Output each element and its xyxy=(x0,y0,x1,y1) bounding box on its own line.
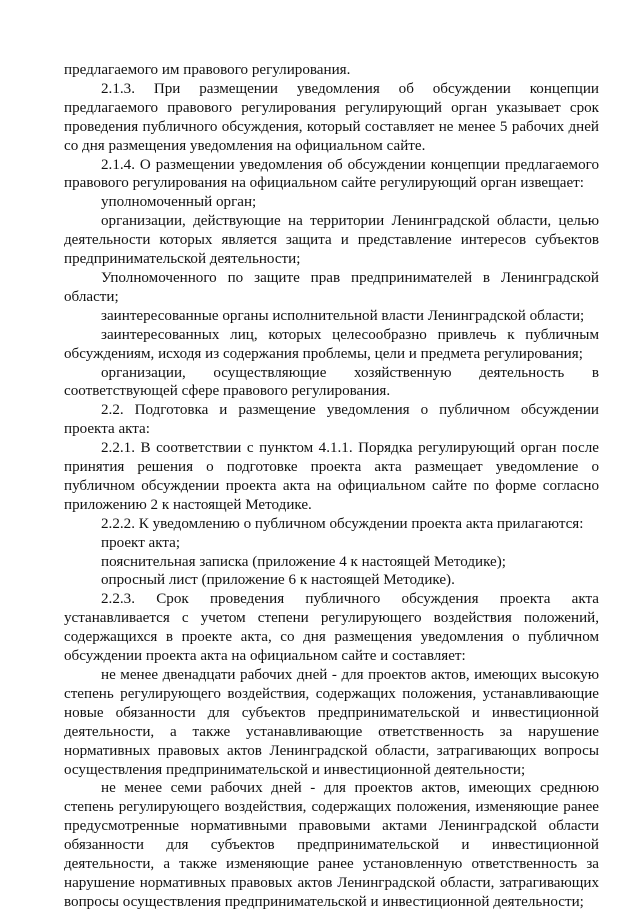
paragraph-2-1-4: 2.1.4. О размещении уведомления об обсуждении концепции предлагаемого правового регулирования на официальном сайте регулирующий орган извещает: xyxy=(64,156,599,192)
paragraph-2-1-3: 2.1.3. При размещении уведомления об обсуждении концепции предлагаемого правового регулирования регулирующий орган указывает срок проведения публичного обсуждения, который составляет не менее 5 рабочих дней со дня размещения уведомления на официальном сайте. xyxy=(64,80,599,154)
paragraph-continuation: предлагаемого им правового регулирования. xyxy=(64,62,351,78)
paragraph-2-2-1: 2.2.1. В соответствии с пунктом 4.1.1. Порядка регулирующий орган после принятия решения о подготовке проекта акта размещает уведомление о публичном обсуждении проекта акта на официальном сайте по форме согласно приложению 2 к настоящей Методике. xyxy=(64,440,599,513)
list-item-ombudsman: Уполномоченного по защите прав предпринимателей в Ленинградской области; xyxy=(64,269,599,305)
list-item-business-organizations: организации, осуществляющие хозяйственную деятельность в соответствующей сфере правового регулирования. xyxy=(64,364,599,400)
list-item-authorized-body: уполномоченный орган; xyxy=(101,194,257,211)
list-item-seven-days: не менее семи рабочих дней - для проектов актов, имеющих среднюю степень регулирующего воздействия, содержащих положения, изменяющие ранее предусмотренные нормативными правовыми актами Ленинградской области обязанности для субъектов предпринимательской и инвестиционной деятельности, а также изменяющие ранее установленную ответственность за нарушение нормативных правовых актов Ленинградской области, затрагивающих вопросы осуществления предпринимательской и инвестиционной деятельности; xyxy=(64,780,599,910)
list-item-questionnaire: опросный лист (приложение 6 к настоящей Методике). xyxy=(101,572,455,589)
list-item-explanatory-note: пояснительная записка (приложение 4 к настоящей Методике); xyxy=(101,553,506,570)
list-item-draft-act: проект акта; xyxy=(101,534,181,551)
list-item-organizations: организации, действующие на территории Ленинградской области, целью деятельности которых является защита и представление интересов субъектов предпринимательской деятельности; xyxy=(64,213,599,268)
paragraph-2-2-3: 2.2.3. Срок проведения публичного обсуждения проекта акта устанавливается с учетом степени регулирующего воздействия положений, содержащихся в проекте акта, со дня размещения уведомления о публичном обсуждении проекта акта на официальном сайте и составляет: xyxy=(64,591,599,665)
list-item-interested-persons: заинтересованных лиц, которых целесообразно привлечь к публичным обсуждениям, исходя из содержания проблемы, цели и предмета регулирования; xyxy=(64,326,599,362)
paragraph-2-2: 2.2. Подготовка и размещение уведомления о публичном обсуждении проекта акта: xyxy=(64,402,599,438)
list-item-twelve-days: не менее двенадцати рабочих дней - для проектов актов, имеющих высокую степень регулирующего воздействия, содержащих положения, устанавливающие новые обязанности для субъектов предпринимательской и инвестиционной деятельности, а также устанавливающие ответственность за нарушение нормативных правовых актов Ленинградской области, затрагивающих вопросы осуществления предпринимательской и инвестиционной деятельности; xyxy=(64,667,599,778)
document-page xyxy=(64,61,599,912)
list-item-executive-bodies: заинтересованные органы исполнительной власти Ленинградской области; xyxy=(101,307,585,324)
paragraph-2-2-2: 2.2.2. К уведомлению о публичном обсуждении проекта акта прилагаются: xyxy=(101,515,584,532)
